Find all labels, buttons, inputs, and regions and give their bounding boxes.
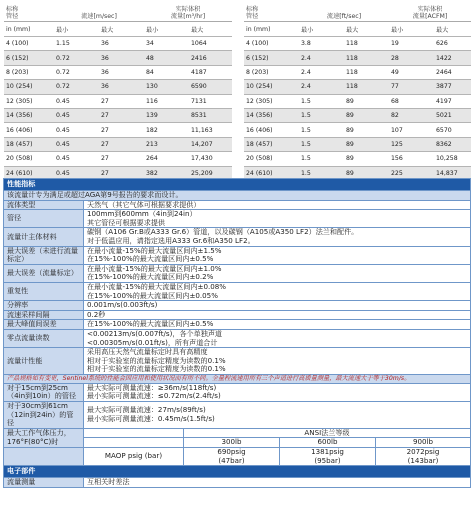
value-line: 在15%-100%的最大流量区间内±0.2% (87, 272, 214, 282)
table-cell: 77 (389, 80, 434, 94)
table-cell: 382 (144, 166, 189, 180)
zero-flow-value (84, 329, 471, 347)
table-cell: 1.5 (299, 123, 344, 137)
range-small-value (84, 383, 471, 401)
table-cell: 27 (99, 94, 144, 108)
table-cell: 89 (344, 152, 389, 166)
performance-spec-table (3, 178, 471, 488)
table-cell: 36 (99, 37, 144, 51)
value-line: 最大实际可测量流速：≥36m/s(118ft/s) (87, 382, 217, 392)
table-cell: 0.72 (54, 51, 99, 65)
range-small-label: 对于15cm到25cm（4in到10in）的管径 (4, 383, 84, 401)
table-row (4, 37, 232, 51)
value-line: 相对于实验室的流量标定精度为读数的0.1% (87, 355, 226, 365)
table-cell: 2.4 (299, 80, 344, 94)
table-cell: 20 (508) (244, 152, 299, 166)
table-cell: 14,837 (434, 166, 471, 180)
value-line: 在最小流量-15%的最大流量区间内±0.08% (87, 281, 227, 291)
material-label: 流量计主体材料 (4, 228, 84, 246)
value-line: 在15%-100%的最大流量区间内±0.5% (87, 254, 214, 264)
table-cell: 27 (99, 152, 144, 166)
maop-label: MAOP psig (bar) (84, 448, 184, 466)
table-cell: 14 (356) (244, 108, 299, 122)
subheader-row (244, 22, 471, 37)
max-error-value (84, 246, 471, 264)
maop-900: 2072psig (143bar) (376, 448, 471, 466)
table-cell: 182 (144, 123, 189, 137)
velocity-header: 流速[ft/sec] (326, 13, 362, 20)
volume-header: 实际体积 流量[m³/hr] (170, 6, 206, 20)
table-cell: 156 (389, 152, 434, 166)
table-cell: 20 (508) (4, 152, 54, 166)
pressure-label: 最大工作气体压力，176°F(80°C)时 (4, 428, 84, 447)
table-cell: 118 (344, 37, 389, 51)
ansi-header: ANSI法兰等级 (184, 428, 471, 438)
subheader-cell: 最小 (54, 22, 99, 37)
value-line: 在15%-100%的最大流量区间内±0.05% (87, 290, 218, 300)
table-cell: 14 (356) (4, 108, 54, 122)
table-cell: 2464 (434, 65, 471, 79)
value-line: 对于低温应用，请指定选用A333 Gr.6和A350 LF2。 (87, 235, 255, 245)
maop-600: 1381psig (95bar) (280, 448, 376, 466)
table-cell: 1422 (434, 51, 471, 65)
table-cell: 116 (144, 94, 189, 108)
table-cell: 1.15 (54, 37, 99, 51)
table-row (244, 80, 471, 94)
table-cell: 8362 (434, 137, 471, 151)
table-cell: 264 (144, 152, 189, 166)
table-cell: 49 (389, 65, 434, 79)
table-cell: 10,258 (434, 152, 471, 166)
table-cell: 8531 (189, 108, 232, 122)
table-cell: 1.5 (299, 108, 344, 122)
sampling-value: 0.2秒 (84, 310, 471, 320)
table-cell: 2.4 (299, 51, 344, 65)
fluid-label: 流体类型 (4, 200, 84, 210)
table-cell: 4 (100) (244, 37, 299, 51)
table-cell: 0.45 (54, 108, 99, 122)
table-cell: 27 (99, 137, 144, 151)
section-title: 性能指标 (4, 179, 471, 191)
subheader-row (4, 22, 232, 37)
table-row (244, 108, 471, 122)
zero-flow-label: 零点流量读数 (4, 329, 84, 347)
value-line: 在最小流量-15%的最大流量区间内±1.5% (87, 245, 222, 255)
spec-note: 产品规格如有变更，Sentinel系统的性能会因应用和使用状况而有所不同。全量程流速用所有三个声道进行高质量测量，最大流速大于等于30m/s。 (4, 374, 471, 383)
value-line: 最小实际可测量流速：≤0.72m/s(2.4ft/s) (87, 391, 221, 401)
table-cell: 16 (406) (244, 123, 299, 137)
resolution-label: 分辨率 (4, 301, 84, 311)
value-line: <0.00305m/s(0.01ft/s)，所有声道合计 (87, 337, 218, 347)
value-line: 最大实际可测量流速：27m/s(89ft/s) (87, 405, 206, 415)
table-cell: 1.5 (299, 152, 344, 166)
table-row (244, 37, 471, 51)
table-cell: 18 (457) (244, 137, 299, 151)
table-cell: 10 (254) (244, 80, 299, 94)
table-cell: 4187 (189, 65, 232, 79)
table-cell: 118 (344, 51, 389, 65)
table-cell: 3.8 (299, 37, 344, 51)
table-cell: 1.5 (299, 137, 344, 151)
subheader-cell: 最小 (144, 22, 189, 37)
size-header: 标称 管径 (246, 6, 259, 20)
intro-text: 该流量计专为满足或超过AGA第9号报告的要求而设计。 (4, 191, 471, 201)
value-line: 最小实际可测量流速：0.45m/s(1.5ft/s) (87, 413, 215, 423)
table-cell: 4 (100) (4, 37, 54, 51)
table-cell: 130 (144, 80, 189, 94)
table-cell: 7131 (189, 94, 232, 108)
table-cell: 125 (389, 137, 434, 151)
table-row (4, 80, 232, 94)
value-line: 在最小流量-15%的最大流量区间内±1.0% (87, 263, 222, 273)
table-cell: 107 (389, 123, 434, 137)
table-cell: 8 (203) (4, 65, 54, 79)
table-cell: 19 (389, 37, 434, 51)
table-cell: 24 (610) (244, 166, 299, 180)
table-cell: 34 (144, 37, 189, 51)
ansi-class-900: 900lb (376, 438, 471, 448)
ansi-class-600: 600lb (280, 438, 376, 448)
table-cell: 36 (99, 65, 144, 79)
table-row (244, 123, 471, 137)
table-cell: 626 (434, 37, 471, 51)
table-row (4, 123, 232, 137)
table-cell: 10 (254) (4, 80, 54, 94)
table-cell: 25,209 (189, 166, 232, 180)
table-cell: 89 (344, 108, 389, 122)
sampling-label: 流速采样间隔 (4, 310, 84, 320)
table-cell: 27 (99, 166, 144, 180)
table-cell: 0.45 (54, 94, 99, 108)
table-cell: 2416 (189, 51, 232, 65)
right-flow-table (244, 3, 471, 181)
value-line: 天然气（其它气体可根据要求提供） (87, 199, 201, 209)
table-row (244, 152, 471, 166)
flow-measurement-label: 流量测量 (4, 478, 84, 488)
table-cell: 3877 (434, 80, 471, 94)
pipe-value (84, 210, 471, 228)
meter-performance-label: 流量计性能 (4, 348, 84, 375)
table-row (4, 94, 232, 108)
value-line: 100mm到600mm（4in到24in） (87, 209, 197, 219)
table-cell: 89 (344, 137, 389, 151)
table-cell: 89 (344, 94, 389, 108)
value-line: 相对于实验室的流量标定精度为读数的0.1% (87, 364, 226, 374)
table-cell: 16 (406) (4, 123, 54, 137)
range-large-label: 对于30cm到61cm（12in到24in）的管径 (4, 402, 84, 429)
table-cell: 17,430 (189, 152, 232, 166)
table-cell: 1.5 (299, 94, 344, 108)
velocity-header: 流速[m/sec] (81, 13, 117, 20)
range-large-value (84, 402, 471, 429)
subheader-cell: in (mm) (244, 22, 299, 37)
max-error-cal-value (84, 264, 471, 282)
repeatability-label: 重复性 (4, 282, 84, 300)
table-cell: 118 (344, 65, 389, 79)
table-row (244, 65, 471, 79)
subheader-cell: in (mm) (4, 22, 54, 37)
table-cell: 213 (144, 137, 189, 151)
table-cell: 6 (152) (4, 51, 54, 65)
table-cell: 89 (344, 166, 389, 180)
table-cell: 48 (144, 51, 189, 65)
table-cell: 1064 (189, 37, 232, 51)
table-cell: 24 (610) (4, 166, 54, 180)
peak-error-label: 最大峰值间误差 (4, 320, 84, 330)
value-line: <0.00213m/s(0.007ft/s)，各个单独声道 (87, 328, 223, 338)
table-cell: 0.45 (54, 123, 99, 137)
max-error-label: 最大误差（未进行流量标定） (4, 246, 84, 264)
table-cell: 14,207 (189, 137, 232, 151)
table-cell: 0.72 (54, 80, 99, 94)
subheader-cell: 最大 (344, 22, 389, 37)
table-cell: 6570 (434, 123, 471, 137)
table-cell: 5021 (434, 108, 471, 122)
value-line: 碳钢（A106 Gr.B或A333 Gr.6）管道，以及碳钢（A105或A350 LF2）法兰和配件。 (87, 227, 359, 237)
flow-measurement-value: 互相关时差法 (84, 478, 471, 488)
subheader-cell: 最小 (299, 22, 344, 37)
table-cell: 84 (144, 65, 189, 79)
table-cell: 118 (344, 80, 389, 94)
table-cell: 0.72 (54, 65, 99, 79)
left-flow-table (4, 3, 232, 181)
table-cell: 0.45 (54, 166, 99, 180)
table-cell: 0.45 (54, 137, 99, 151)
table-cell: 1.5 (299, 166, 344, 180)
table-row (244, 51, 471, 65)
table-row (4, 108, 232, 122)
value-line: 其它管径可根据要求提供 (87, 217, 166, 227)
electronics-section-title: 电子部件 (4, 466, 471, 478)
peak-error-value: 在15%-100%的最大流量区间内±0.5% (84, 320, 471, 330)
table-cell: 18 (457) (4, 137, 54, 151)
table-cell: 6 (152) (244, 51, 299, 65)
table-row (4, 137, 232, 151)
table-row (4, 152, 232, 166)
table-cell: 12 (305) (244, 94, 299, 108)
table-row (4, 65, 232, 79)
meter-performance-value (84, 348, 471, 375)
table-cell: 11,163 (189, 123, 232, 137)
table-cell: 4197 (434, 94, 471, 108)
maop-300: 690psig (47bar) (184, 448, 280, 466)
table-cell: 27 (99, 108, 144, 122)
table-cell: 28 (389, 51, 434, 65)
pipe-label: 管径 (4, 210, 84, 228)
subheader-cell: 最大 (189, 22, 232, 37)
max-error-cal-label: 最大误差（流量标定） (4, 264, 84, 282)
repeatability-value (84, 282, 471, 300)
size-header: 标称 管径 (6, 6, 19, 20)
table-cell: 68 (389, 94, 434, 108)
subheader-cell: 最小 (389, 22, 434, 37)
table-row (4, 51, 232, 65)
table-cell: 36 (99, 80, 144, 94)
volume-header: 实际体积 流量[ACFM] (412, 6, 448, 20)
table-cell: 2.4 (299, 65, 344, 79)
subheader-cell: 最大 (434, 22, 471, 37)
table-cell: 225 (389, 166, 434, 180)
ansi-class-300: 300lb (184, 438, 280, 448)
table-cell: 27 (99, 123, 144, 137)
resolution-value: 0.001m/s(0.003ft/s) (84, 301, 471, 311)
table-cell: 6590 (189, 80, 232, 94)
table-row (244, 94, 471, 108)
subheader-cell: 最大 (99, 22, 144, 37)
table-cell: 0.45 (54, 152, 99, 166)
table-row (244, 137, 471, 151)
table-cell: 8 (203) (244, 65, 299, 79)
table-cell: 12 (305) (4, 94, 54, 108)
material-value (84, 228, 471, 246)
table-cell: 82 (389, 108, 434, 122)
table-cell: 89 (344, 123, 389, 137)
table-cell: 36 (99, 51, 144, 65)
table-cell: 139 (144, 108, 189, 122)
value-line: 采用高压天然气流量标定时具有高精度 (87, 347, 208, 357)
